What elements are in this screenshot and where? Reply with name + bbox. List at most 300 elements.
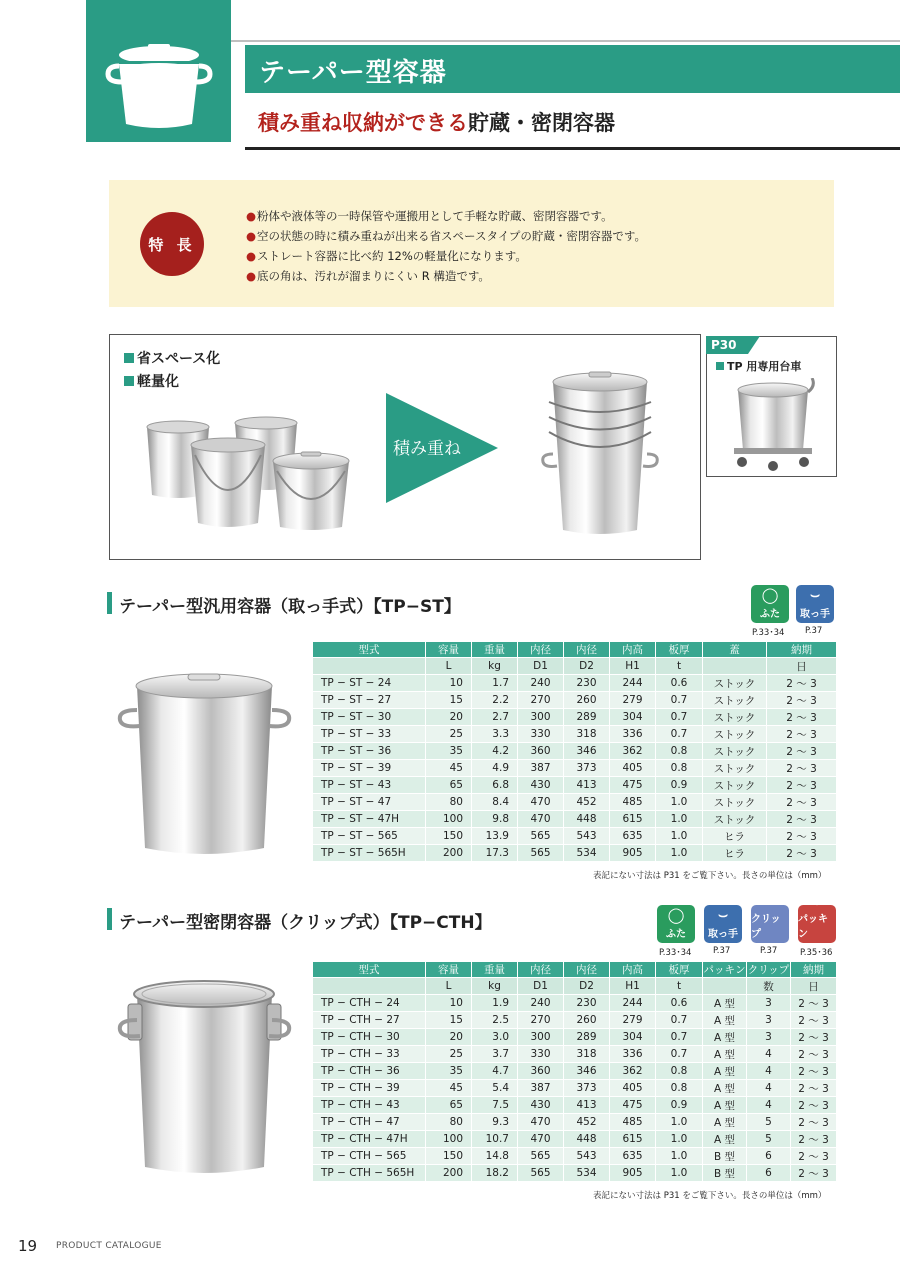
table-header-row [313,642,837,658]
table-cell: 485 [610,1114,656,1131]
table-cell: 405 [610,760,656,777]
unit-cell: 数 [747,978,791,995]
handle-icon-label: 取っ手 [800,609,830,620]
col-header: 内径 [518,962,564,978]
table-row [313,709,837,726]
header-rule [231,40,900,42]
table-cell: 2 〜 3 [767,811,837,828]
unit-cell: 日 [791,978,837,995]
table-cell: TP − ST − 24 [313,675,426,692]
table-cell: A 型 [703,1029,747,1046]
unit-cell: D2 [564,658,610,675]
subtitle-rest: 貯蔵・密閉容器 [468,111,615,135]
table-cell: ストック [703,709,767,726]
table-cell: 905 [610,845,656,862]
table-cell: 373 [564,760,610,777]
table-cell: 1.0 [656,1131,703,1148]
col-header: 板厚 [656,962,703,978]
catalogue-label: PRODUCT CATALOGUE [56,1241,162,1251]
lid-page-ref: P.33･34 [659,948,692,958]
table-cell: 289 [564,709,610,726]
table-cell: 475 [610,1097,656,1114]
table-cell: 615 [610,1131,656,1148]
table-row [313,1029,837,1046]
table-cell: 45 [426,1080,472,1097]
table-cell: 373 [564,1080,610,1097]
tp-st-note: 表記にない寸法は P31 をご覧下さい。長さの単位は（mm） [593,871,827,881]
table-cell: ストック [703,692,767,709]
table-cell: 4.7 [472,1063,518,1080]
table-cell: A 型 [703,1097,747,1114]
table-cell: 448 [564,811,610,828]
table-cell: 100 [426,811,472,828]
table-cell: 2 〜 3 [791,995,837,1012]
table-cell: 2.7 [472,709,518,726]
table-cell: 260 [564,692,610,709]
table-cell: 470 [518,794,564,811]
table-row [313,794,837,811]
table-cell: 2 〜 3 [791,1029,837,1046]
table-cell: 230 [564,675,610,692]
page-title: テーパー型容器 [259,58,447,88]
table-cell: 0.9 [656,777,703,794]
cart-page-tag: P30 [706,336,748,354]
container-icon [86,0,231,142]
table-row [313,845,837,862]
table-cell: 3.7 [472,1046,518,1063]
lid-icon[interactable]: ◯ ふた [751,585,789,623]
table-cell: 2 〜 3 [767,743,837,760]
table-cell: 150 [426,828,472,845]
table-cell: 3 [747,995,791,1012]
col-header: 納期 [791,962,837,978]
table-row [313,743,837,760]
table-cell: 279 [610,692,656,709]
table-cell: 2 〜 3 [791,1131,837,1148]
tp-cth-spec-table [312,961,837,1182]
section-title-st: テーパー型汎用容器（取っ手式）【TP−ST】 [119,597,461,617]
col-header: 蓋 [703,642,767,658]
table-cell: 4 [747,1046,791,1063]
table-cell: 3 [747,1029,791,1046]
table-cell: 300 [518,1029,564,1046]
table-cell: 260 [564,1012,610,1029]
table-cell: 336 [610,1046,656,1063]
table-cell: 2 〜 3 [791,1148,837,1165]
col-header: 板厚 [656,642,703,658]
table-cell: 1.0 [656,828,703,845]
table-cell: 565 [518,828,564,845]
table-cell: 15 [426,692,472,709]
table-cell: 10 [426,675,472,692]
table-cell: A 型 [703,1012,747,1029]
table-cell: ストック [703,760,767,777]
table-cell: 18.2 [472,1165,518,1182]
table-cell: 534 [564,1165,610,1182]
table-cell: 543 [564,1148,610,1165]
table-cell: 318 [564,726,610,743]
table-cell: TP − CTH − 24 [313,995,426,1012]
table-cell: 0.7 [656,1046,703,1063]
table-cell: 15 [426,1012,472,1029]
lid-page-ref: P.33･34 [752,628,785,638]
table-cell: 2 〜 3 [791,1097,837,1114]
table-cell: 2 〜 3 [767,726,837,743]
separate-containers-image [135,415,360,533]
table-cell: 9.3 [472,1114,518,1131]
table-cell: ストック [703,726,767,743]
col-header: 内径 [564,962,610,978]
lid-icon-label: ふた [666,929,686,940]
table-cell: 318 [564,1046,610,1063]
table-cell: 270 [518,1012,564,1029]
table-cell: 304 [610,709,656,726]
table-row [313,760,837,777]
col-header: 内高 [610,642,656,658]
table-row [313,1097,837,1114]
table-cell: 4 [747,1097,791,1114]
table-row [313,1148,837,1165]
table-cell: 100 [426,1131,472,1148]
table-cell: ストック [703,811,767,828]
table-row [313,828,837,845]
table-cell: TP − CTH − 30 [313,1029,426,1046]
table-cell: 362 [610,743,656,760]
table-cell: 200 [426,1165,472,1182]
col-header: 内高 [610,962,656,978]
unit-cell: 日 [767,658,837,675]
unit-cell: D2 [564,978,610,995]
table-cell: 0.8 [656,760,703,777]
clip-page-ref: P.37 [760,946,778,956]
table-cell: 4 [747,1063,791,1080]
table-cell: 35 [426,743,472,760]
table-row [313,675,837,692]
table-cell: TP − ST − 36 [313,743,426,760]
table-cell: A 型 [703,1131,747,1148]
table-cell: A 型 [703,1046,747,1063]
table-cell: 470 [518,811,564,828]
section-marker [107,908,112,930]
table-cell: 279 [610,1012,656,1029]
table-cell: 6 [747,1165,791,1182]
table-cell: ストック [703,675,767,692]
table-cell: 405 [610,1080,656,1097]
table-cell: 543 [564,828,610,845]
table-cell: TP − ST − 27 [313,692,426,709]
unit-cell [313,658,426,675]
table-cell: 1.0 [656,845,703,862]
unit-cell [703,658,767,675]
col-header: 内径 [564,642,610,658]
cart-label: TP 用専用台車 [716,358,801,374]
table-cell: 360 [518,1063,564,1080]
table-cell: 240 [518,995,564,1012]
table-cell: TP − CTH − 47 [313,1114,426,1131]
table-cell: 905 [610,1165,656,1182]
table-cell: 25 [426,726,472,743]
stacking-arrow-label: 積み重ね [393,439,461,459]
table-row [313,995,837,1012]
table-cell: 25 [426,1046,472,1063]
table-cell: A 型 [703,1114,747,1131]
table-cell: A 型 [703,995,747,1012]
table-cell: 534 [564,845,610,862]
feature-item: ● 粉体や液体等の一時保管や運搬用として手軽な貯蔵、密閉容器です。 [246,208,613,224]
table-cell: 9.8 [472,811,518,828]
table-cell: 565 [518,845,564,862]
table-cell: 475 [610,777,656,794]
stacked-containers-image [535,362,665,537]
table-cell: 413 [564,1097,610,1114]
table-cell: 346 [564,743,610,760]
table-cell: 2 〜 3 [767,845,837,862]
col-header: 納期 [767,642,837,658]
table-cell: 470 [518,1131,564,1148]
table-cell: 0.7 [656,1029,703,1046]
table-cell: 20 [426,709,472,726]
table-cell: 2 〜 3 [767,692,837,709]
table-cell: 304 [610,1029,656,1046]
table-row [313,1063,837,1080]
table-cell: 1.0 [656,811,703,828]
table-cell: 3.0 [472,1029,518,1046]
table-cell: 80 [426,1114,472,1131]
table-cell: TP − CTH − 43 [313,1097,426,1114]
tp-cth-table-body [313,995,837,1182]
table-cell: 0.8 [656,743,703,760]
section-title-cth: テーパー型密閉容器（クリップ式）【TP−CTH】 [119,913,492,933]
feature-item: ● 底の角は、汚れが溜まりにくい R 構造です。 [246,268,490,284]
header-tile [86,0,231,142]
table-cell: 13.9 [472,828,518,845]
table-cell: 0.8 [656,1080,703,1097]
table-cell: 244 [610,675,656,692]
features-badge: 特 長 [140,212,204,276]
table-cell: 7.5 [472,1097,518,1114]
table-cell: TP − CTH − 39 [313,1080,426,1097]
table-cell: 2 〜 3 [791,1012,837,1029]
unit-cell [313,978,426,995]
table-cell: 20 [426,1029,472,1046]
table-cell: 360 [518,743,564,760]
unit-cell: D1 [518,978,564,995]
table-cell: 565 [518,1148,564,1165]
table-cell: 5 [747,1114,791,1131]
table-cell: 200 [426,845,472,862]
col-header: パッキン [703,962,747,978]
table-cell: 35 [426,1063,472,1080]
table-cell: 14.8 [472,1148,518,1165]
table-cell: 635 [610,828,656,845]
table-cell: ストック [703,777,767,794]
table-cell: 10.7 [472,1131,518,1148]
table-cell: 10 [426,995,472,1012]
unit-cell: t [656,978,703,995]
space-saving-label: 省スペース化 [124,348,220,368]
table-cell: 80 [426,794,472,811]
table-cell: 2.2 [472,692,518,709]
table-row [313,777,837,794]
unit-cell [703,978,747,995]
table-cell: 0.6 [656,995,703,1012]
table-cell: 1.0 [656,1148,703,1165]
table-cell: 5 [747,1131,791,1148]
table-cell: 485 [610,794,656,811]
table-cell: 2 〜 3 [791,1063,837,1080]
table-cell: 0.7 [656,726,703,743]
table-cell: 362 [610,1063,656,1080]
lightweight-label: 軽量化 [124,371,179,391]
tp-cth-product-image [112,972,297,1182]
table-cell: TP − ST − 47 [313,794,426,811]
table-cell: TP − CTH − 565H [313,1165,426,1182]
table-unit-row [313,978,837,995]
table-cell: 635 [610,1148,656,1165]
tp-st-product-image [112,668,297,863]
table-cell: 2 〜 3 [767,828,837,845]
table-cell: 430 [518,777,564,794]
table-cell: TP − ST − 43 [313,777,426,794]
table-cell: B 型 [703,1148,747,1165]
handle-page-ref: P.37 [713,946,731,956]
handle-icon[interactable]: ⌣ 取っ手 [704,905,742,943]
clip-icon-label: クリップ [751,914,781,940]
table-cell: 430 [518,1097,564,1114]
table-cell: 45 [426,760,472,777]
table-cell: 65 [426,777,472,794]
table-cell: 1.0 [656,794,703,811]
unit-cell: D1 [518,658,564,675]
table-cell: 5.4 [472,1080,518,1097]
table-cell: 330 [518,1046,564,1063]
table-cell: 1.0 [656,1114,703,1131]
table-cell: TP − CTH − 47H [313,1131,426,1148]
lid-icon-label: ふた [760,609,780,620]
tp-st-spec-table [312,641,837,862]
table-cell: 387 [518,1080,564,1097]
col-header: 型式 [313,642,426,658]
table-cell: 4 [747,1080,791,1097]
table-cell: 300 [518,709,564,726]
table-cell: 6 [747,1148,791,1165]
gasket-icon[interactable]: ⊙ パッキン [798,905,836,943]
table-cell: 346 [564,1063,610,1080]
table-cell: TP − ST − 565 [313,828,426,845]
tp-st-table-body [313,675,837,862]
gasket-icon-label: パッキン [798,914,828,940]
feature-item: ● ストレート容器に比べ約 12%の軽量化になります。 [246,248,527,264]
section-marker [107,592,112,614]
table-cell: 2 〜 3 [791,1165,837,1182]
cart-image [728,378,818,473]
table-cell: TP − CTH − 27 [313,1012,426,1029]
unit-cell: H1 [610,978,656,995]
feature-item: ● 空の状態の時に積み重ねが出来る省スペースタイプの貯蔵・密閉容器です。 [246,228,646,244]
table-cell: 17.3 [472,845,518,862]
handle-icon-label: 取っ手 [708,929,738,940]
table-cell: 452 [564,794,610,811]
table-cell: 452 [564,1114,610,1131]
table-row [313,1165,837,1182]
col-header: 内径 [518,642,564,658]
table-cell: 2 〜 3 [767,794,837,811]
table-cell: ストック [703,794,767,811]
table-cell: 2 〜 3 [767,709,837,726]
gasket-page-ref: P.35･36 [800,948,833,958]
table-cell: 2 〜 3 [767,777,837,794]
table-cell: 1.7 [472,675,518,692]
table-cell: 2.5 [472,1012,518,1029]
table-cell: 0.7 [656,1012,703,1029]
col-header: 容量 [426,642,472,658]
table-row [313,811,837,828]
table-row [313,1080,837,1097]
table-row [313,1046,837,1063]
table-cell: 0.7 [656,692,703,709]
table-cell: 1.9 [472,995,518,1012]
table-cell: 3 [747,1012,791,1029]
col-header: 重量 [472,962,518,978]
table-cell: 4.9 [472,760,518,777]
table-cell: ヒラ [703,845,767,862]
unit-cell: t [656,658,703,675]
handle-page-ref: P.37 [805,626,823,636]
table-cell: 6.8 [472,777,518,794]
subtitle-rule [245,147,900,150]
table-cell: TP − CTH − 565 [313,1148,426,1165]
table-cell: A 型 [703,1063,747,1080]
table-cell: 230 [564,995,610,1012]
table-cell: 0.7 [656,709,703,726]
table-cell: 240 [518,675,564,692]
table-cell: 2 〜 3 [791,1114,837,1131]
table-row [313,692,837,709]
table-cell: 2 〜 3 [791,1080,837,1097]
table-cell: 2 〜 3 [767,760,837,777]
table-cell: 0.8 [656,1063,703,1080]
table-cell: 448 [564,1131,610,1148]
col-header: 容量 [426,962,472,978]
table-cell: 1.0 [656,1165,703,1182]
table-cell: TP − ST − 30 [313,709,426,726]
clip-icon[interactable]: ⊐ クリップ [751,905,789,943]
table-cell: TP − ST − 33 [313,726,426,743]
table-cell: 565 [518,1165,564,1182]
unit-cell: H1 [610,658,656,675]
table-cell: 65 [426,1097,472,1114]
col-header: 型式 [313,962,426,978]
unit-cell: kg [472,978,518,995]
table-cell: B 型 [703,1165,747,1182]
table-cell: 3.3 [472,726,518,743]
table-cell: 270 [518,692,564,709]
subtitle-highlight: 積み重ね収納ができる [258,111,468,135]
unit-cell: L [426,978,472,995]
lid-icon[interactable]: ◯ ふた [657,905,695,943]
table-cell: 4.2 [472,743,518,760]
table-cell: 244 [610,995,656,1012]
table-cell: 289 [564,1029,610,1046]
table-cell: ヒラ [703,828,767,845]
unit-cell: kg [472,658,518,675]
table-header-row [313,962,837,978]
handle-icon[interactable]: ⌣ 取っ手 [796,585,834,623]
table-unit-row [313,658,837,675]
page-subtitle [258,107,615,137]
unit-cell: L [426,658,472,675]
col-header: クリップ [747,962,791,978]
